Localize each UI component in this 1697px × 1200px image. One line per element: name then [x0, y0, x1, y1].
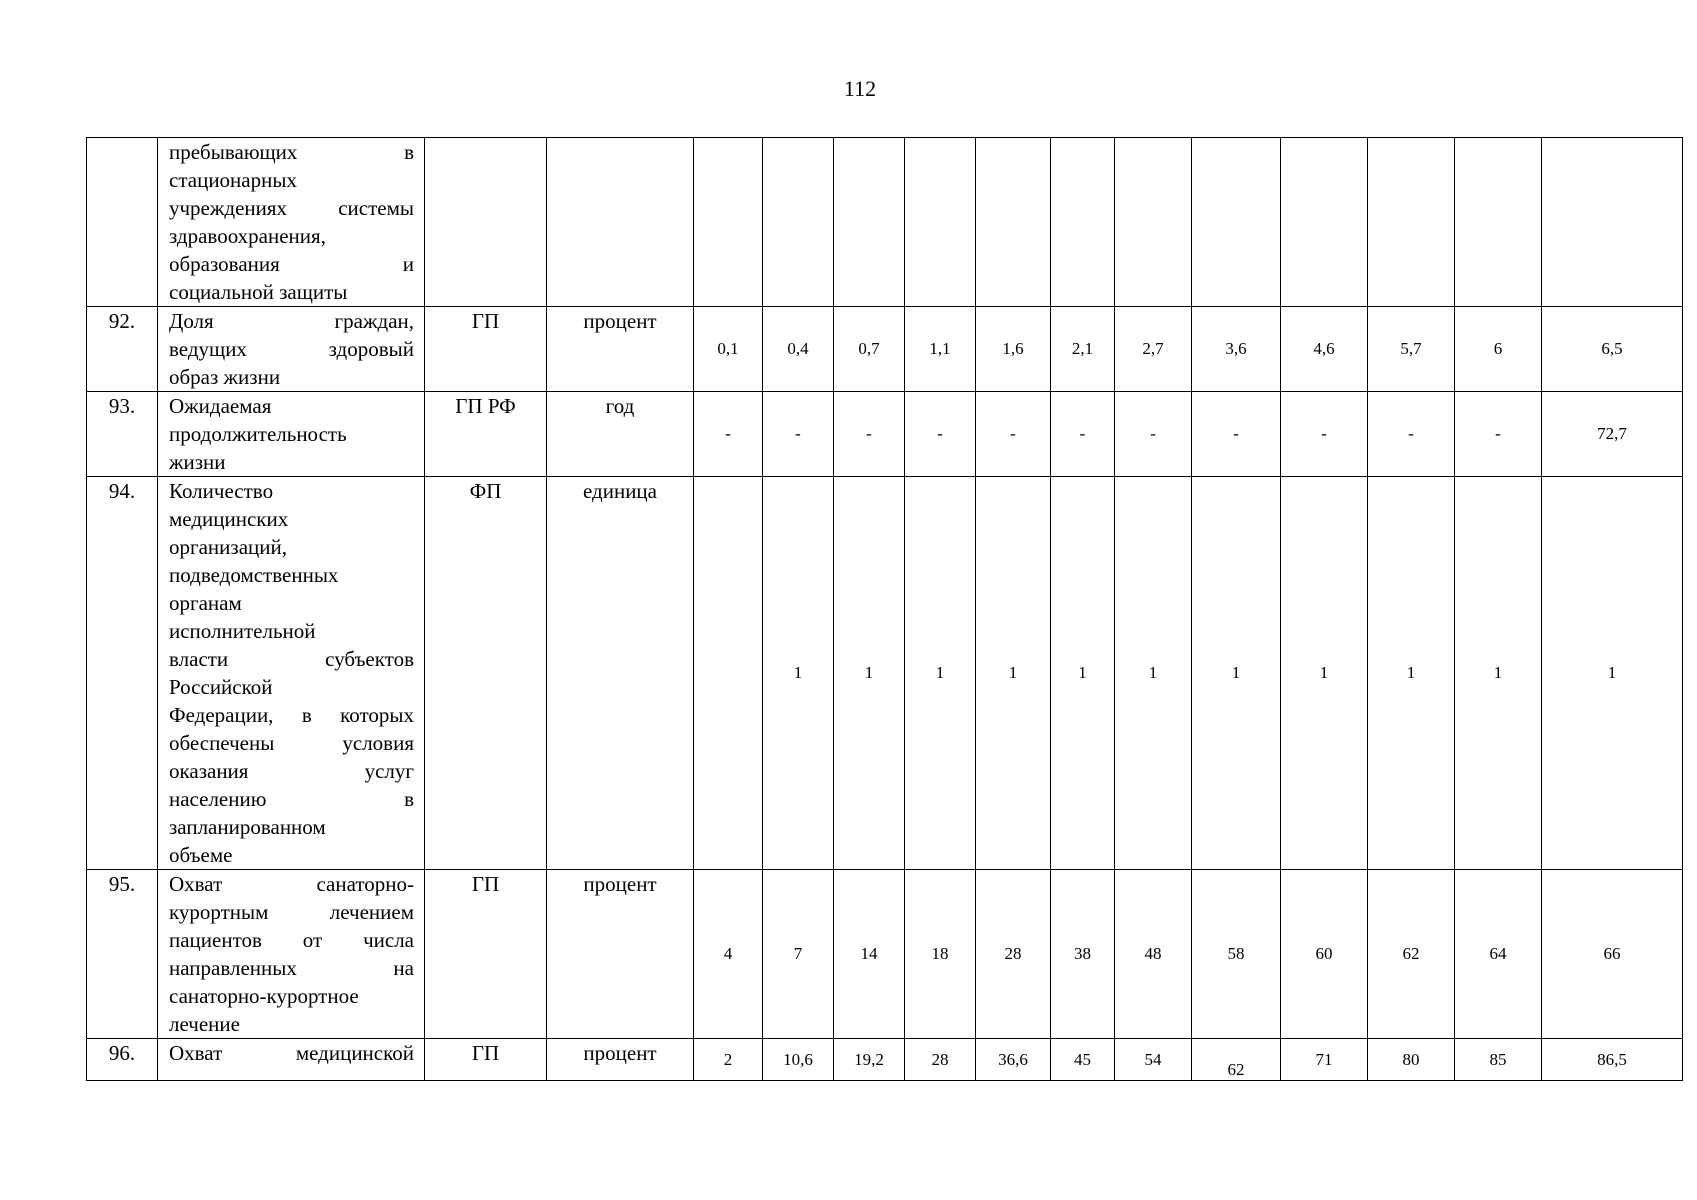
indicator-source: ГП — [425, 870, 547, 1039]
indicator-value-text: 54 — [1144, 1049, 1162, 1069]
indicator-name-line: Ожидаемая — [169, 394, 272, 418]
indicator-source: ГП — [425, 1039, 547, 1081]
indicator-value-text: - — [1233, 424, 1239, 443]
indicator-value-text: 2,7 — [1142, 339, 1164, 358]
indicator-value — [976, 307, 1051, 392]
indicator-value-text: 28 — [931, 1049, 949, 1069]
indicator-number: 93. — [87, 392, 158, 477]
indicator-value — [834, 138, 905, 307]
indicator-value-text: 80 — [1402, 1049, 1420, 1069]
indicator-value — [1368, 392, 1455, 477]
indicator-value-text: 19,2 — [854, 1049, 884, 1069]
indicator-value — [1115, 870, 1192, 1039]
indicator-name-line: органам — [169, 591, 242, 615]
indicator-value-text: 2 — [723, 1049, 733, 1069]
indicator-name — [158, 1039, 425, 1081]
indicator-value-text: 48 — [1144, 944, 1162, 963]
indicator-value-text: 10,6 — [783, 1049, 813, 1069]
indicator-value-text: 1 — [1319, 663, 1329, 682]
indicator-value-text: 7 — [793, 944, 803, 963]
indicator-value — [976, 870, 1051, 1039]
indicator-value — [1455, 138, 1542, 307]
indicator-value — [1542, 477, 1683, 870]
indicator-source: ГП — [425, 307, 547, 392]
indicator-value — [1051, 477, 1115, 870]
indicator-value — [1368, 870, 1455, 1039]
indicator-value — [1115, 307, 1192, 392]
indicator-value-text: 45 — [1074, 1049, 1091, 1069]
indicator-value — [834, 307, 905, 392]
indicator-table — [86, 137, 1683, 1081]
indicator-name-line: объеме — [169, 843, 233, 867]
indicator-value — [1368, 307, 1455, 392]
indicator-value — [1051, 138, 1115, 307]
indicator-value-text: 1 — [1607, 663, 1617, 682]
indicator-value — [976, 477, 1051, 870]
indicator-name-line: медицинских — [169, 507, 289, 531]
indicator-value — [1115, 138, 1192, 307]
table-row — [87, 138, 1683, 307]
indicator-name-line: направленных на — [169, 956, 414, 980]
indicator-value — [1455, 477, 1542, 870]
indicator-value — [694, 870, 763, 1039]
indicator-value — [1368, 1039, 1455, 1081]
indicator-value-text: 14 — [860, 944, 878, 963]
indicator-name — [158, 870, 425, 1039]
indicator-value — [763, 1039, 834, 1081]
indicator-value-text: 5,7 — [1400, 339, 1422, 358]
indicator-value — [694, 138, 763, 307]
indicator-value-text: 1,1 — [929, 339, 951, 358]
indicator-value — [1192, 307, 1281, 392]
indicator-name — [158, 307, 425, 392]
indicator-value — [1455, 307, 1542, 392]
indicator-value-text: 1,6 — [1002, 339, 1024, 358]
indicator-name-line: здравоохранения, — [169, 224, 326, 248]
indicator-value-text: 1 — [1008, 663, 1018, 682]
indicator-number: 95. — [87, 870, 158, 1039]
indicator-unit: процент — [547, 307, 694, 392]
indicator-value-text: 1 — [1493, 663, 1503, 682]
indicator-value-text: 3,6 — [1225, 339, 1247, 358]
indicator-value — [1192, 138, 1281, 307]
indicator-name — [158, 138, 425, 307]
indicator-value-text: 85 — [1489, 1049, 1507, 1069]
indicator-name-line: учреждениях системы — [169, 196, 414, 220]
indicator-value-text: 0,7 — [858, 339, 880, 358]
indicator-name-line: санаторно-курортное — [169, 984, 359, 1008]
indicator-value — [905, 477, 976, 870]
indicator-source: ГП РФ — [425, 392, 547, 477]
table-row — [87, 477, 1683, 870]
indicator-value-text: 4 — [723, 944, 733, 963]
indicator-name-line: стационарных — [169, 168, 297, 192]
indicator-name-line: образ жизни — [169, 365, 281, 389]
indicator-value — [1455, 1039, 1542, 1081]
indicator-source: ФП — [425, 477, 547, 870]
indicator-value — [1368, 138, 1455, 307]
indicator-value — [834, 392, 905, 477]
table-row — [87, 1039, 1683, 1081]
indicator-value — [1281, 477, 1368, 870]
indicator-value — [976, 392, 1051, 477]
indicator-value-text: 64 — [1489, 944, 1507, 963]
indicator-value — [694, 392, 763, 477]
indicator-value — [834, 477, 905, 870]
indicator-value-text: 72,7 — [1597, 424, 1627, 443]
indicator-value — [763, 870, 834, 1039]
indicator-value-text: 28 — [1004, 944, 1022, 963]
indicator-value — [1051, 392, 1115, 477]
indicator-value-text: 71 — [1315, 1049, 1333, 1069]
indicator-value-text: 86,5 — [1597, 1049, 1627, 1069]
indicator-name-line: запланированном — [169, 815, 326, 839]
indicator-value — [763, 392, 834, 477]
indicator-value-text: 1 — [1148, 663, 1158, 682]
indicator-value — [1542, 307, 1683, 392]
indicator-value-text: - — [795, 424, 801, 443]
indicator-value-text: 6,5 — [1601, 339, 1623, 358]
indicator-value-text: - — [1408, 424, 1414, 443]
indicator-value — [763, 477, 834, 870]
indicator-value — [1368, 477, 1455, 870]
table-row — [87, 870, 1683, 1039]
indicator-name — [158, 392, 425, 477]
indicator-name-line: продолжительность — [169, 422, 347, 446]
indicator-number: 96. — [87, 1039, 158, 1081]
indicator-value — [1115, 392, 1192, 477]
indicator-name-line: курортным лечением — [169, 900, 414, 924]
indicator-name-line: исполнительной — [169, 619, 316, 643]
table-body — [87, 138, 1683, 1081]
indicator-value-text: 1 — [793, 663, 803, 682]
indicator-value — [694, 1039, 763, 1081]
indicator-value — [834, 870, 905, 1039]
indicator-value — [1281, 870, 1368, 1039]
indicator-value — [834, 1039, 905, 1081]
indicator-value-text: 58 — [1227, 944, 1245, 963]
indicator-value-text: - — [866, 424, 872, 443]
indicator-value — [1051, 1039, 1115, 1081]
table-row — [87, 392, 1683, 477]
indicator-value-text: - — [725, 424, 731, 443]
indicator-value-text: 62 — [1227, 1059, 1245, 1079]
indicator-value — [1281, 307, 1368, 392]
indicator-value — [905, 1039, 976, 1081]
indicator-value — [694, 477, 763, 870]
indicator-value — [905, 138, 976, 307]
indicator-name-line: обеспечены условия — [169, 731, 414, 755]
indicator-value — [1455, 392, 1542, 477]
indicator-number: 94. — [87, 477, 158, 870]
indicator-name-line: Российской — [169, 675, 273, 699]
indicator-value — [1115, 1039, 1192, 1081]
indicator-name-line: организаций, — [169, 535, 287, 559]
indicator-value-text: 0,1 — [717, 339, 739, 358]
indicator-unit: процент — [547, 870, 694, 1039]
indicator-value-text: 1 — [864, 663, 874, 682]
indicator-name-line: Охват санаторно- — [169, 872, 414, 896]
indicator-value — [1542, 392, 1683, 477]
indicator-unit — [547, 138, 694, 307]
indicator-name-line: Доля граждан, — [169, 309, 414, 333]
indicator-value-text: 4,6 — [1313, 339, 1335, 358]
indicator-value — [763, 138, 834, 307]
indicator-value-text: 6 — [1493, 339, 1503, 358]
indicator-unit: единица — [547, 477, 694, 870]
indicator-value — [1192, 477, 1281, 870]
indicator-name-line: ведущих здоровый — [169, 337, 414, 361]
indicator-value — [1115, 477, 1192, 870]
indicator-value-text: 1 — [1078, 663, 1087, 682]
indicator-value — [1542, 1039, 1683, 1081]
indicator-value — [1281, 1039, 1368, 1081]
indicator-name-line: Охват медицинской — [169, 1041, 414, 1065]
indicator-value — [905, 392, 976, 477]
indicator-name-line: подведомственных — [169, 563, 339, 587]
indicator-value — [905, 307, 976, 392]
indicator-name-line: пребывающих в — [169, 140, 414, 164]
indicator-value — [1542, 138, 1683, 307]
indicator-value-text: 0,4 — [787, 339, 809, 358]
indicator-value — [1192, 392, 1281, 477]
indicator-source — [425, 138, 547, 307]
indicator-value-text: - — [1010, 424, 1016, 443]
table-row — [87, 307, 1683, 392]
indicator-name-line: Количество — [169, 479, 274, 503]
indicator-name-line: Федерации, в которых — [169, 703, 414, 727]
indicator-value — [1281, 392, 1368, 477]
indicator-unit: процент — [547, 1039, 694, 1081]
indicator-value-text: 36,6 — [998, 1049, 1028, 1069]
indicator-value-text: 1 — [1406, 663, 1416, 682]
indicator-value — [1051, 307, 1115, 392]
indicator-number — [87, 138, 158, 307]
indicator-value-text: 62 — [1402, 944, 1420, 963]
indicator-value — [1542, 870, 1683, 1039]
indicator-value — [1051, 870, 1115, 1039]
indicator-value — [694, 307, 763, 392]
indicator-value-text: 2,1 — [1071, 339, 1094, 358]
indicator-value-text: 66 — [1603, 944, 1621, 963]
indicator-value — [763, 307, 834, 392]
indicator-name-line: образования и — [169, 252, 414, 276]
indicator-value — [1281, 138, 1368, 307]
indicator-value-text: - — [1321, 424, 1327, 443]
indicator-value-text: - — [1495, 424, 1501, 443]
indicator-name-line: жизни — [169, 450, 226, 474]
indicator-unit: год — [547, 392, 694, 477]
indicator-value — [1192, 1039, 1281, 1081]
page-number: 112 — [843, 76, 877, 101]
indicator-value-text: 1 — [935, 663, 945, 682]
indicator-name-line: лечение — [169, 1012, 240, 1036]
indicator-name-line: социальной защиты — [169, 280, 348, 304]
indicator-name-line: пациентов от числа — [169, 928, 414, 952]
indicator-value — [1192, 870, 1281, 1039]
indicator-name-line: населению в — [169, 787, 414, 811]
indicator-value — [1455, 870, 1542, 1039]
indicator-value — [976, 1039, 1051, 1081]
indicator-value-text: 1 — [1231, 663, 1241, 682]
indicator-name — [158, 477, 425, 870]
indicator-value-text: 18 — [931, 944, 949, 963]
indicator-value-text: 38 — [1074, 944, 1091, 963]
indicator-name-line: оказания услуг — [169, 759, 414, 783]
indicator-number: 92. — [87, 307, 158, 392]
indicator-name-line: власти субъектов — [169, 647, 414, 671]
indicator-value-text: - — [937, 424, 943, 443]
indicator-value-text: - — [1150, 424, 1156, 443]
indicator-value — [976, 138, 1051, 307]
indicator-value-text: 60 — [1315, 944, 1333, 963]
indicator-value — [905, 870, 976, 1039]
indicator-value-text: - — [1079, 424, 1086, 443]
